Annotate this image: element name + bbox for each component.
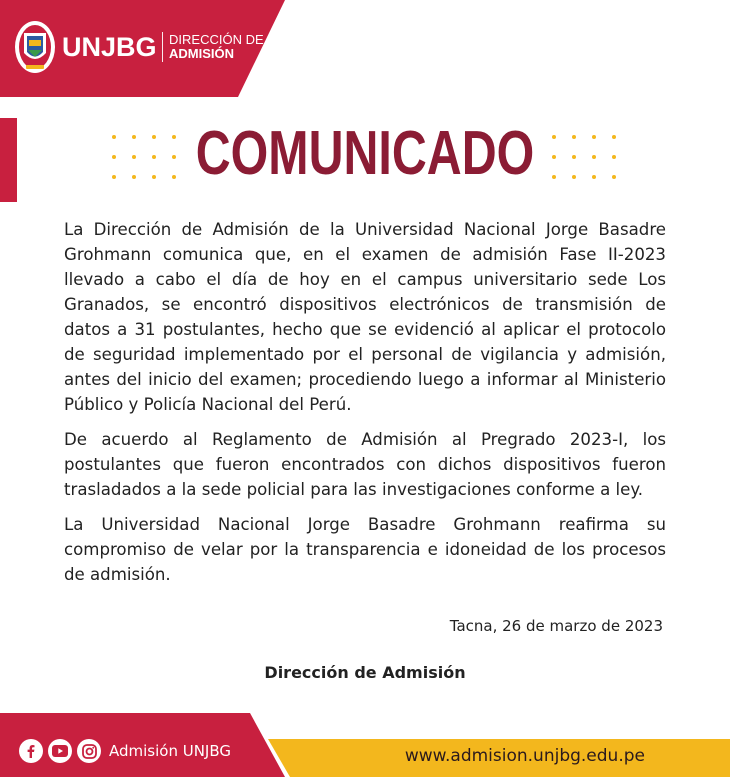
- instagram-icon[interactable]: [77, 739, 101, 763]
- social-label[interactable]: Admisión UNJBG: [109, 742, 232, 760]
- social-links: [19, 739, 231, 763]
- youtube-icon[interactable]: [48, 739, 72, 763]
- facebook-icon[interactable]: [19, 739, 43, 763]
- announcement-body: [64, 217, 666, 597]
- announcement-date: Tacna, 26 de marzo de 2023: [449, 617, 663, 635]
- brand-divider: [162, 32, 164, 62]
- paragraph-2: De acuerdo al Reglamento de Admisión al Pregrado 2023-I, los postulantes que fueron encontrados con dichos dispositivos fueron trasladados a la sede policial para las investigaciones conforme a ley.: [64, 430, 666, 499]
- signature: Dirección de Admisión: [264, 663, 466, 682]
- page-title: COMUNICADO: [195, 119, 535, 188]
- paragraph-1: La Dirección de Admisión de la Universidad Nacional Jorge Basadre Grohmann comunica que, en el examen de admisión Fase II-2023 llevado a cabo el día de hoy en el campus universitario sede Los Granados, se encontró dispositivos electrónicos de transmisión de datos a 31 postulantes, hecho que se evidenció al aplicar el protocolo de seguridad implementado por el personal de vigilancia y admisión, antes del inicio del examen; procediendo luego a informar al Ministerio Público y Policía Nacional del Perú.: [64, 220, 666, 414]
- brand-subtitle-line2: ADMISIÓN: [169, 46, 235, 61]
- header-logo[interactable]: [14, 20, 264, 74]
- website-link[interactable]: www.admision.unjbg.edu.pe: [404, 746, 645, 766]
- left-accent-bar: [0, 118, 17, 202]
- university-seal-icon: [14, 20, 56, 74]
- brand-subtitle-line1: DIRECCIÓN DE: [169, 32, 264, 47]
- paragraph-3: La Universidad Nacional Jorge Basadre Grohmann reafirma su compromiso de velar por la transparencia e idoneidad de los procesos de admisión.: [64, 515, 666, 584]
- brand-name: UNJBG: [62, 31, 157, 62]
- brand-subtitle: [169, 33, 264, 61]
